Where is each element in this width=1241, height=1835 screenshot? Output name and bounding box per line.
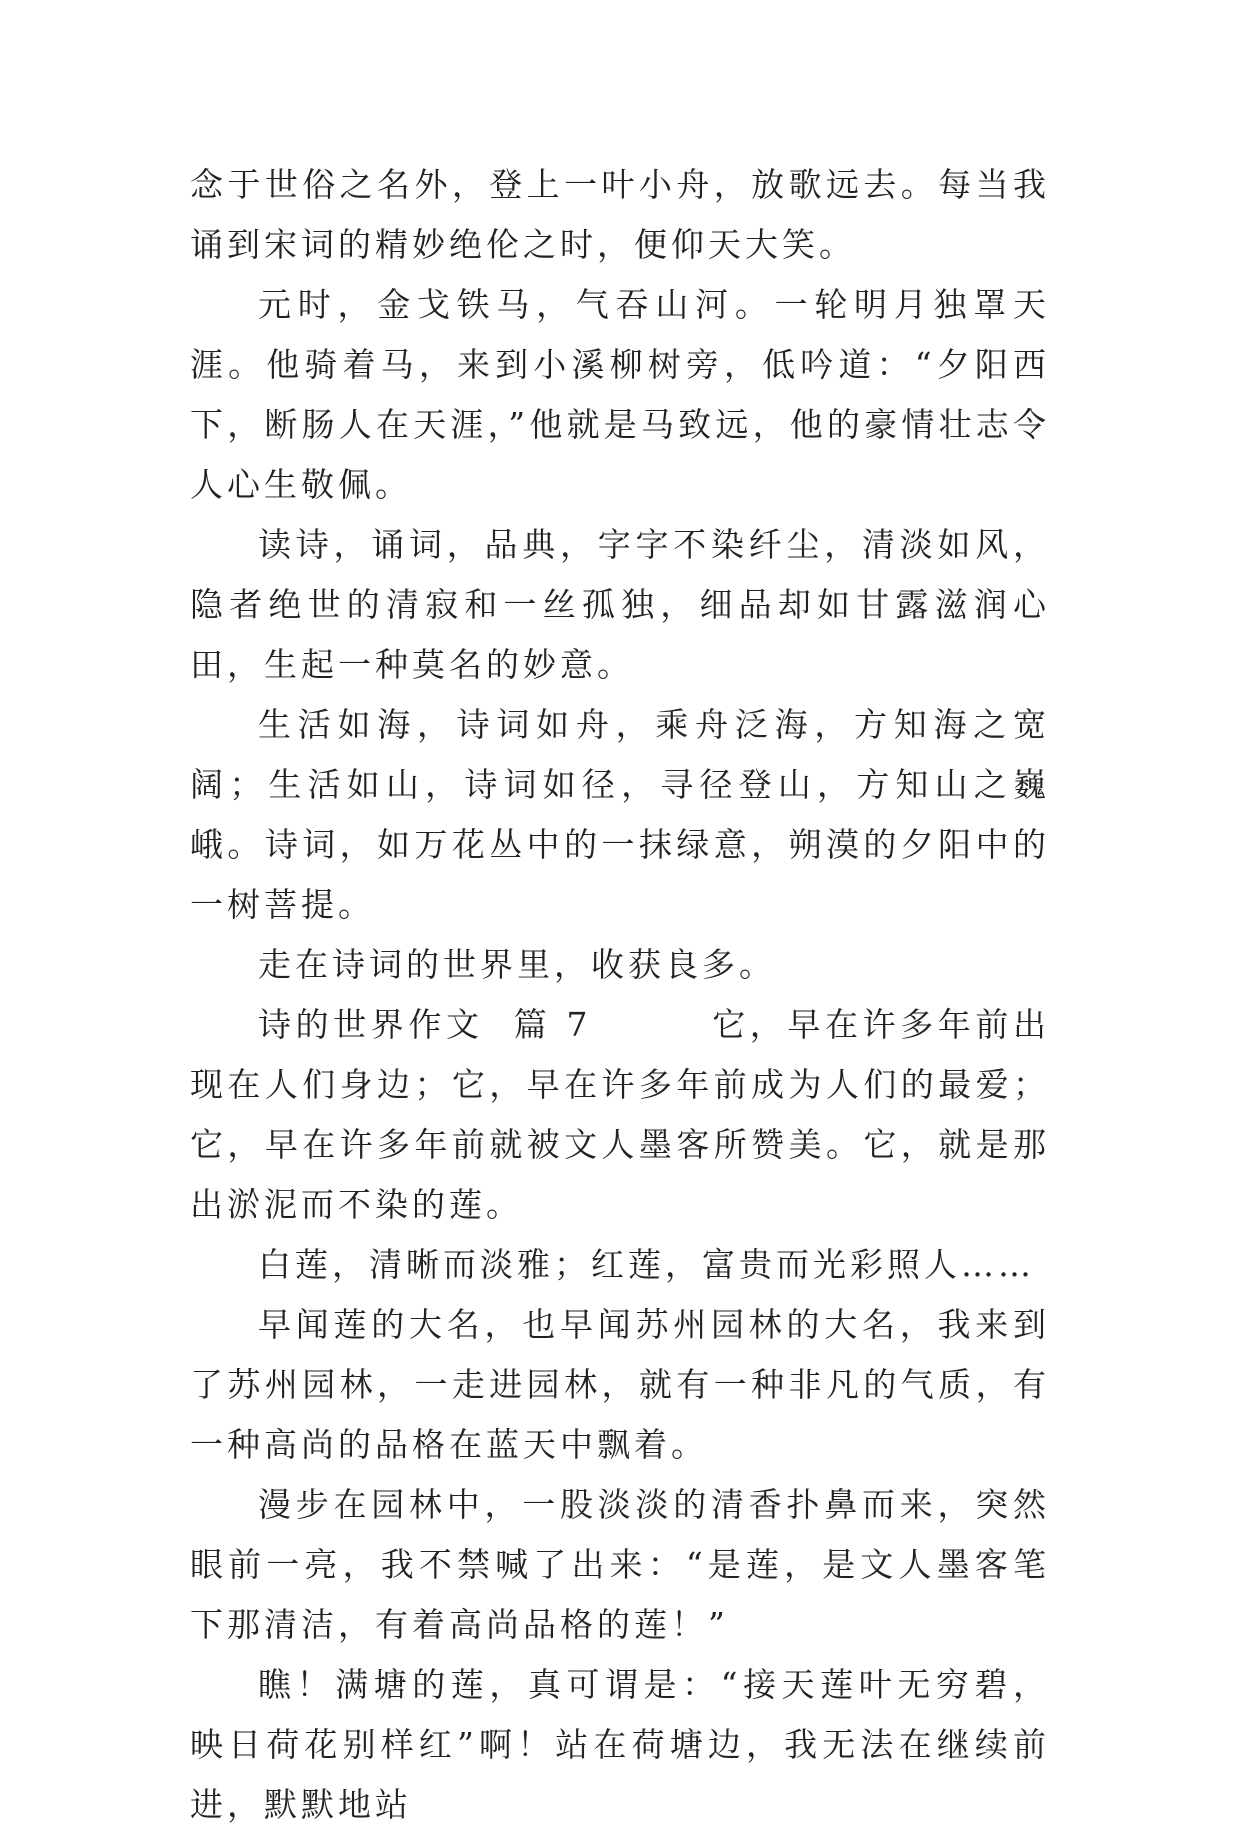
paragraph: 漫步在园林中，一股淡淡的清香扑鼻而来，突然眼前一亮，我不禁喊了出来：“是莲，是文人墨客笔下那清洁，有着高尚品格的莲！” — [190, 1485, 1050, 1644]
paragraph: 瞧！满塘的莲，真可谓是：“接天莲叶无穷碧，映日荷花别样红”啊！站在荷塘边，我无法在继续前进，默默地站 — [190, 1665, 1050, 1824]
section-heading-paragraph: 诗的世界作文 篇 7 它，早在许多年前出现在人们身边；它，早在许多年前成为人们的最爱；它，早在许多年前就被文人墨客所赞美。它，就是那出淤泥而不染的莲。 — [190, 1005, 1050, 1224]
paragraph: 生活如海，诗词如舟，乘舟泛海，方知海之宽阔；生活如山，诗词如径，寻径登山，方知山之巍峨。诗词，如万花丛中的一抹绿意，朔漠的夕阳中的一树菩提。 — [190, 705, 1050, 924]
paragraph: 读诗，诵词，品典，字字不染纤尘，清淡如风，隐者绝世的清寂和一丝孤独，细品却如甘露滋润心田，生起一种莫名的妙意。 — [190, 525, 1050, 684]
paragraph: 元时，金戈铁马，气吞山河。一轮明月独罩天涯。他骑着马，来到小溪柳树旁，低吟道：“夕阳西下，断肠人在天涯，”他就是马致远，他的豪情壮志令人心生敬佩。 — [190, 285, 1050, 504]
paragraph: 早闻莲的大名，也早闻苏州园林的大名，我来到了苏州园林，一走进园林，就有一种非凡的气质，有一种高尚的品格在蓝天中飘着。 — [190, 1305, 1050, 1464]
paragraph-continued: 念于世俗之名外，登上一叶小舟，放歌远去。每当我诵到宋词的精妙绝伦之时，便仰天大笑。 — [190, 165, 1050, 264]
paragraph: 走在诗词的世界里，收获良多。 — [258, 945, 776, 984]
paragraph: 白莲，清晰而淡雅；红莲，富贵而光彩照人…… — [258, 1245, 1035, 1284]
document-body — [190, 155, 1050, 1835]
